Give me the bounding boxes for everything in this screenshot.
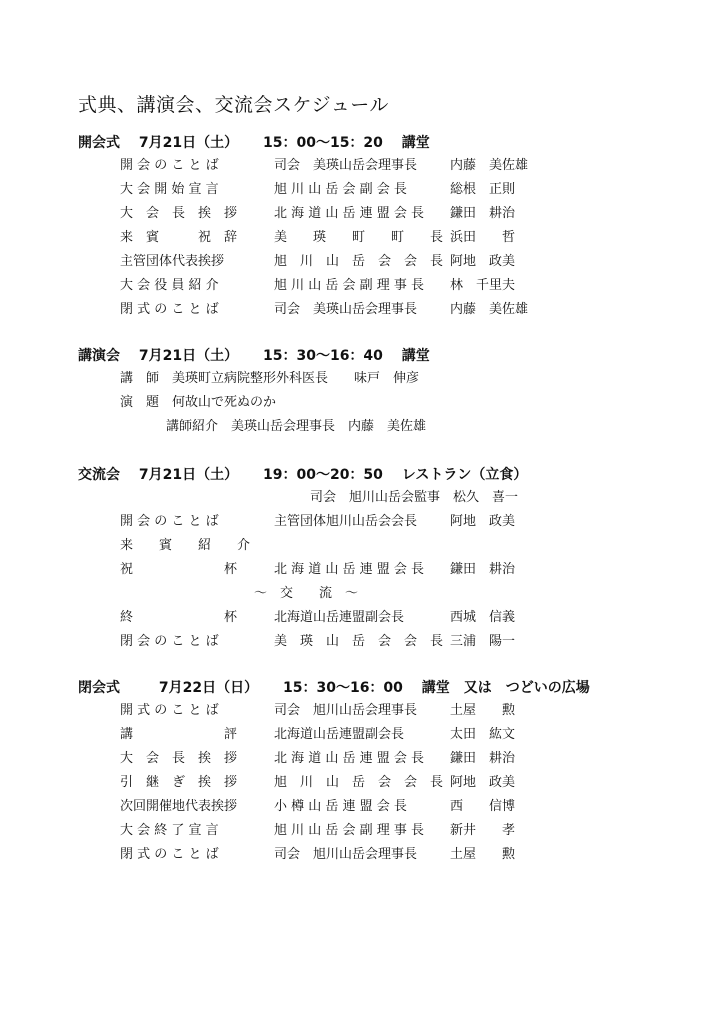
schedule-row: [78, 250, 698, 274]
schedule-list: [78, 154, 698, 322]
section-opening-ceremony: [78, 132, 698, 322]
presenter-name: 阿地 政美: [450, 775, 516, 790]
section-social-gathering: [78, 464, 698, 654]
item-label: 引 継 ぎ 挨 拶: [120, 775, 238, 790]
presenter-title: 主管団体旭川山岳会会長: [274, 514, 418, 529]
presenter-name: 総根 正則: [450, 182, 516, 197]
schedule-row: [78, 843, 698, 867]
section-heading: [78, 677, 698, 699]
item-label: 主管団体代表挨拶: [120, 254, 225, 269]
presenter-name: 土屋 勲: [450, 847, 516, 862]
schedule-row: [78, 298, 698, 322]
section-venue: 講堂: [401, 135, 430, 151]
item-label: 閉 式 の こ と ば: [120, 302, 219, 317]
section-label: 交流会: [78, 467, 120, 483]
section-heading: [78, 464, 698, 486]
item-label: 開 会 の こ と ば: [120, 158, 219, 173]
section-venue: 講堂: [401, 348, 430, 364]
item-label: 閉 会 の こ と ば: [120, 634, 219, 649]
schedule-row: [78, 154, 698, 178]
presenter-title: 司会 美瑛山岳会理事長: [274, 158, 418, 173]
presenter-title: 北 海 道 山 岳 連 盟 会 長: [274, 206, 425, 221]
presenter-title: 旭 川 山 岳 会 副 会 長: [274, 182, 407, 197]
page-title: 式典、講演会、交流会スケジュール: [78, 94, 389, 116]
item-label: 開 会 の こ と ば: [120, 514, 219, 529]
lecturer-introduction-line: 講師紹介 美瑛山岳会理事長 内藤 美佐雄: [166, 419, 427, 434]
section-lecture: [78, 345, 698, 439]
schedule-list: [78, 606, 698, 654]
item-label: 次回開催地代表挨拶: [120, 799, 238, 814]
presenter-title: 北海道山岳連盟副会長: [274, 610, 405, 625]
schedule-row: [78, 630, 698, 654]
lecture-topic-line: 演 題 何故山で死ぬのか: [120, 395, 277, 410]
schedule-row: [78, 819, 698, 843]
schedule-row: [78, 699, 698, 723]
schedule-row: [78, 274, 698, 298]
section-venue: 講堂 又は つどいの広場: [421, 680, 590, 696]
presenter-name: 西城 信義: [450, 610, 516, 625]
schedule-row: [78, 558, 698, 582]
schedule-row: [78, 606, 698, 630]
schedule-row: [78, 202, 698, 226]
presenter-title: 旭 川 山 岳 会 会 長: [274, 254, 444, 269]
schedule-row: [78, 795, 698, 819]
section-date: 7月22日（日）: [158, 680, 259, 696]
presenter-title: 司会 旭川山岳会理事長: [274, 703, 418, 718]
presenter-name: 阿地 政美: [450, 514, 516, 529]
presenter-title: 司会 美瑛山岳会理事長: [274, 302, 418, 317]
schedule-row: [78, 178, 698, 202]
presenter-title: 北 海 道 山 岳 連 盟 会 長: [274, 562, 425, 577]
presenter-name: 内藤 美佐雄: [450, 302, 529, 317]
item-label: 大 会 長 挨 拶: [120, 206, 238, 221]
presenter-title: 美 瑛 町 町 長: [274, 230, 444, 245]
item-label: 大 会 開 始 宣 言: [120, 182, 219, 197]
item-label: 開 式 の こ と ば: [120, 703, 219, 718]
section-time: 15：30〜16：00: [282, 680, 403, 696]
section-label: 講演会: [78, 348, 120, 364]
section-time: 19：00〜20：50: [262, 467, 383, 483]
section-date: 7月21日（土）: [138, 348, 239, 364]
item-label: 講 評: [120, 727, 238, 742]
item-label: 来 賓 祝 辞: [120, 230, 238, 245]
presenter-title: 旭 川 山 岳 会 会 長: [274, 775, 444, 790]
item-label: 来 賓 紹 介: [120, 538, 251, 553]
presenter-name: 鎌田 耕治: [450, 562, 516, 577]
presenter-name: 阿地 政美: [450, 254, 516, 269]
presenter-title: 北 海 道 山 岳 連 盟 会 長: [274, 751, 425, 766]
section-time: 15：30〜16：40: [262, 348, 383, 364]
lecturer-line: 講 師 美瑛町立病院整形外科医長 味戸 伸彦: [120, 371, 420, 386]
schedule-row: [78, 723, 698, 747]
presenter-name: 新井 孝: [450, 823, 516, 838]
section-label: 開会式: [78, 135, 120, 151]
master-of-ceremonies-line: 司会 旭川山岳会監事 松久 喜一: [310, 490, 519, 505]
presenter-title: 旭 川 山 岳 会 副 理 事 長: [274, 278, 425, 293]
schedule-row: [78, 226, 698, 250]
presenter-title: 美 瑛 山 岳 会 会 長: [274, 634, 444, 649]
schedule-row: [78, 534, 698, 558]
presenter-name: 浜田 哲: [450, 230, 516, 245]
presenter-name: 林 千里夫: [450, 278, 516, 293]
item-label: 終 杯: [120, 610, 238, 625]
interlude-line: 〜 交 流 〜: [254, 586, 359, 601]
section-time: 15：00〜15：20: [262, 135, 383, 151]
presenter-name: 三浦 陽一: [450, 634, 516, 649]
presenter-name: 鎌田 耕治: [450, 206, 516, 221]
item-label: 祝 杯: [120, 562, 238, 577]
presenter-name: 西 信博: [450, 799, 516, 814]
item-label: 大 会 終 了 宣 言: [120, 823, 219, 838]
presenter-name: 内藤 美佐雄: [450, 158, 529, 173]
schedule-row: [78, 510, 698, 534]
presenter-name: 鎌田 耕治: [450, 751, 516, 766]
presenter-title: 旭 川 山 岳 会 副 理 事 長: [274, 823, 425, 838]
schedule-row: [78, 747, 698, 771]
schedule-list: [78, 699, 698, 867]
item-label: 閉 式 の こ と ば: [120, 847, 219, 862]
section-heading: [78, 132, 698, 154]
schedule-row: [78, 771, 698, 795]
section-label: 閉会式: [78, 680, 120, 696]
item-label: 大 会 長 挨 拶: [120, 751, 238, 766]
presenter-title: 北海道山岳連盟副会長: [274, 727, 405, 742]
schedule-list: [78, 510, 698, 582]
section-heading: [78, 345, 698, 367]
section-venue: レストラン（立食）: [401, 467, 528, 483]
section-closing-ceremony: [78, 677, 698, 867]
presenter-name: 土屋 勲: [450, 703, 516, 718]
presenter-title: 小 樽 山 岳 連 盟 会 長: [274, 799, 407, 814]
item-label: 大 会 役 員 紹 介: [120, 278, 219, 293]
section-date: 7月21日（土）: [138, 467, 239, 483]
presenter-name: 太田 紘文: [450, 727, 516, 742]
section-date: 7月21日（土）: [138, 135, 239, 151]
presenter-title: 司会 旭川山岳会理事長: [274, 847, 418, 862]
